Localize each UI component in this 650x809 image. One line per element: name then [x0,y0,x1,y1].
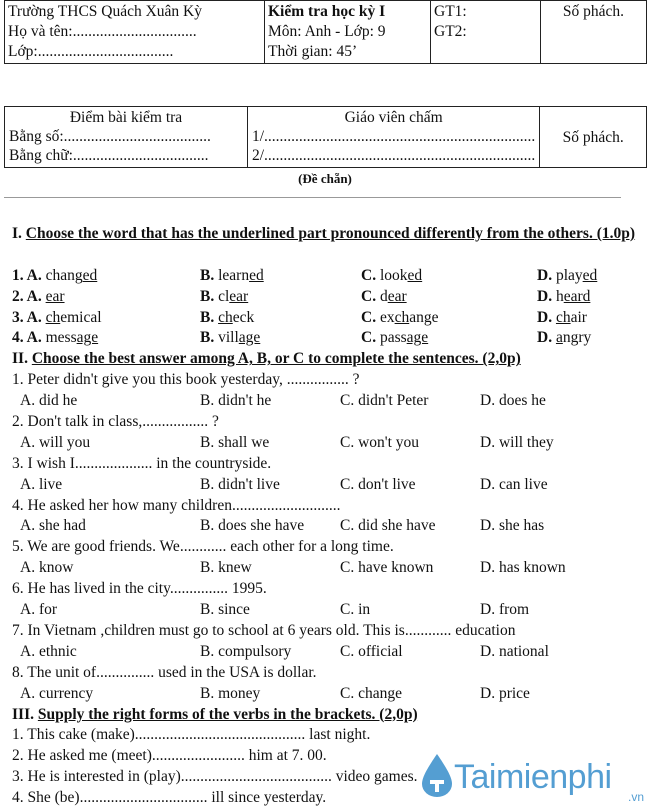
option-letter: B. [200,329,219,347]
option-letter: C. [361,308,380,326]
option-a [12,287,65,308]
word-part: vill [218,329,239,347]
answer-option: A. know [20,559,74,577]
answer-option: D. does he [480,392,546,410]
underlined-part: ch [218,308,233,326]
section-2-prefix: II. [12,350,32,368]
underlined-part: ear [45,287,65,305]
option-letter: A. [26,266,46,284]
section-3-title-text: Supply the right forms of the verbs in the brackets. (2,0p) [37,705,418,723]
question-text: 7. In Vietnam ,children must go to school at 6 years old. This is............ education [12,621,516,639]
question-text: 8. The unit of............... used in the USA is dollar. [12,663,317,681]
option-c [361,266,422,287]
option-letter: B. [200,266,219,284]
option-letter: D. [537,308,556,326]
option-c [361,308,439,329]
option-d [537,308,587,329]
section-1-title-underlined: Choose the word that has the underlined part pronounced differently from the others. (1.0p) [25,225,636,242]
score-words: Bằng chữ:................................... [9,147,209,164]
answer-option: D. can live [480,475,548,493]
underlined-part: ear [387,287,407,305]
underlined-part: ed [582,266,598,284]
option-a [12,308,102,329]
option-letter: A. [26,287,46,305]
exam-subject: Môn: Anh - Lớp: 9 [268,23,386,40]
option-letter: A. [26,308,46,326]
option-a [12,328,98,349]
question-text: 6. He has lived in the city............... 1995. [12,580,267,598]
word-part: ex [379,308,395,326]
exam-body [12,224,642,809]
answer-option: C. did she have [340,517,436,535]
question-text: 2. Don't talk in class,................. ? [12,413,219,431]
answer-option: B. didn't he [200,392,272,410]
score-box [4,106,647,168]
so-phach-label: Số phách. [562,3,625,20]
answer-option: B. money [200,684,261,702]
answer-option: A. ethnic [20,642,77,660]
option-a [12,266,97,287]
word-part: mess [45,329,77,347]
watermark-brand: Taimienphi [454,758,612,796]
underlined-part: ed [249,266,264,284]
answer-option: C. don't live [340,475,416,493]
answer-option: D. she has [480,517,545,535]
answer-option: C. have known [340,559,434,577]
option-d [537,266,597,287]
answer-option: A. she had [20,517,86,535]
proctor-1: GT1: [434,3,467,20]
section-2-questions [12,370,642,704]
answer-option: B. knew [200,559,252,577]
option-letter: A. [26,329,46,347]
section-1-items [12,266,642,350]
section-1-title-text: I. Choose the word that has the underlined part pronounced differently from the others. (1.0p) [12,225,636,242]
pronunciation-row [12,308,642,329]
underlined-part: age [76,329,99,347]
so-phach-cell-2 [540,107,647,168]
exam-version: (Đề chẵn) [298,171,352,186]
option-d [537,328,591,349]
answer-option: C. won't you [340,433,420,451]
underlined-part: ear [229,287,249,305]
word-part: chang [45,266,83,284]
option-b [200,328,260,349]
pronunciation-row [12,266,642,287]
word-part: ngry [562,329,592,347]
word-part: air [570,308,587,326]
answer-option: A. did he [20,392,78,410]
option-c [361,328,428,349]
exam-title: Kiểm tra học kỳ I [268,3,386,20]
option-letter: D. [537,266,556,284]
option-letter: D. [537,287,556,305]
answer-option: A. live [20,475,63,493]
question-number: 4. [12,329,27,347]
so-phach-cell [541,1,647,64]
option-letter: B. [200,308,219,326]
word-part: learn [218,266,250,284]
underlined-part: eard [563,287,591,305]
so-phach-label-2: Số phách. [562,128,624,146]
divider [4,197,621,198]
answer-row [12,558,642,579]
answer-option: A. for [20,601,58,619]
section-3-title [12,705,642,726]
option-b [200,266,264,287]
underlined-part: ed [407,266,423,284]
question-text: 4. He asked her how many children............................ [12,496,341,514]
answer-option: A. will you [20,433,91,451]
word-part: emical [60,308,102,326]
verb-item: 2. He asked me (meet)........................ him at 7. 00. [12,747,327,765]
section-3-prefix: III. [12,705,38,723]
answer-row [12,600,642,621]
answer-option: B. didn't live [200,475,280,493]
question-text: 3. I wish I.................... in the countryside. [12,454,272,472]
proctor-cell [431,1,541,64]
question-number: 1. [12,266,27,284]
student-info-cell [5,1,265,64]
proctor-2: GT2: [434,23,467,40]
underlined-part: ch [555,308,571,326]
exam-time: Thời gian: 45’ [268,43,358,60]
question-number: 2. [12,287,27,305]
word-part: d [379,287,388,305]
word-part: ange [409,308,439,326]
grader-cell [248,107,540,168]
answer-row [12,684,642,705]
option-d [537,287,590,308]
score-number: Bằng số:...................................... [9,128,211,145]
section-2-title-text [12,350,521,367]
word-part: play [555,266,583,284]
word-part: eck [232,308,255,326]
answer-option: C. in [340,601,371,619]
answer-option: B. compulsory [200,642,292,660]
score-title: Điểm bài kiểm tra [69,109,183,126]
school-name: Trường THCS Quách Xuân Kỳ [8,3,202,20]
student-name-field: Họ và tên:................................ [8,23,197,40]
answer-option: B. does she have [200,517,305,535]
watermark-logo [418,752,648,804]
answer-option: D. national [480,642,549,660]
underlined-part: age [238,329,261,347]
section-2-title [12,349,642,370]
section-2-title-underlined: Choose the best answer among A, B, or C to complete the sentences. (2,0p) [31,350,521,368]
underlined-part: a [555,329,563,347]
answer-option: B. since [200,601,250,619]
grader-title: Giáo viên chấm [344,109,443,126]
question-text: 1. Peter didn't give you this book yesterday, ................ ? [12,371,360,389]
verb-item: 1. This cake (make)............................................ last night. [12,726,371,744]
question-text: 5. We are good friends. We............ each other for a long time. [12,538,394,556]
verb-item: 3. He is interested in (play)....................................... video games. [12,768,418,786]
answer-option: B. shall we [200,433,270,451]
word-part: cl [218,287,230,305]
answer-option: D. from [480,601,530,619]
underlined-part: age [406,329,429,347]
class-field: Lớp:................................... [8,43,174,60]
answer-option: A. currency [20,684,94,702]
grader-1: 1/...................................................................... [252,128,536,145]
underlined-part: ed [82,266,98,284]
verb-item: 4. She (be)................................. ill since yesterday. [12,789,327,807]
watermark-tld: .vn [627,790,644,804]
underlined-part: ch [45,308,61,326]
word-part: pass [379,329,407,347]
answer-option: C. didn't Peter [340,392,429,410]
answer-row [12,642,642,663]
answer-option: C. change [340,684,402,702]
option-letter: B. [200,287,219,305]
answer-option: C. official [340,642,403,660]
option-letter: D. [537,329,556,347]
answer-row [12,475,642,496]
answer-row [12,391,642,412]
word-part: h [555,287,564,305]
answer-row [12,516,642,537]
section-1-title [12,224,642,266]
option-letter: C. [361,287,380,305]
watermark-drop-icon [418,752,456,798]
answer-option: D. price [480,684,530,702]
option-b [200,287,248,308]
question-number: 3. [12,308,27,326]
answer-option: D. has known [480,559,566,577]
exam-header [4,0,647,64]
option-c [361,287,407,308]
score-cell [5,107,248,168]
exam-info-cell [265,1,431,64]
answer-option: D. will they [480,433,554,451]
pronunciation-row [12,287,642,308]
option-letter: C. [361,266,380,284]
grader-2: 2/...................................................................... [252,147,536,164]
option-b [200,308,254,329]
pronunciation-row [12,328,642,349]
underlined-part: ch [394,308,410,326]
answer-row [12,433,642,454]
option-letter: C. [361,329,380,347]
word-part: look [379,266,408,284]
